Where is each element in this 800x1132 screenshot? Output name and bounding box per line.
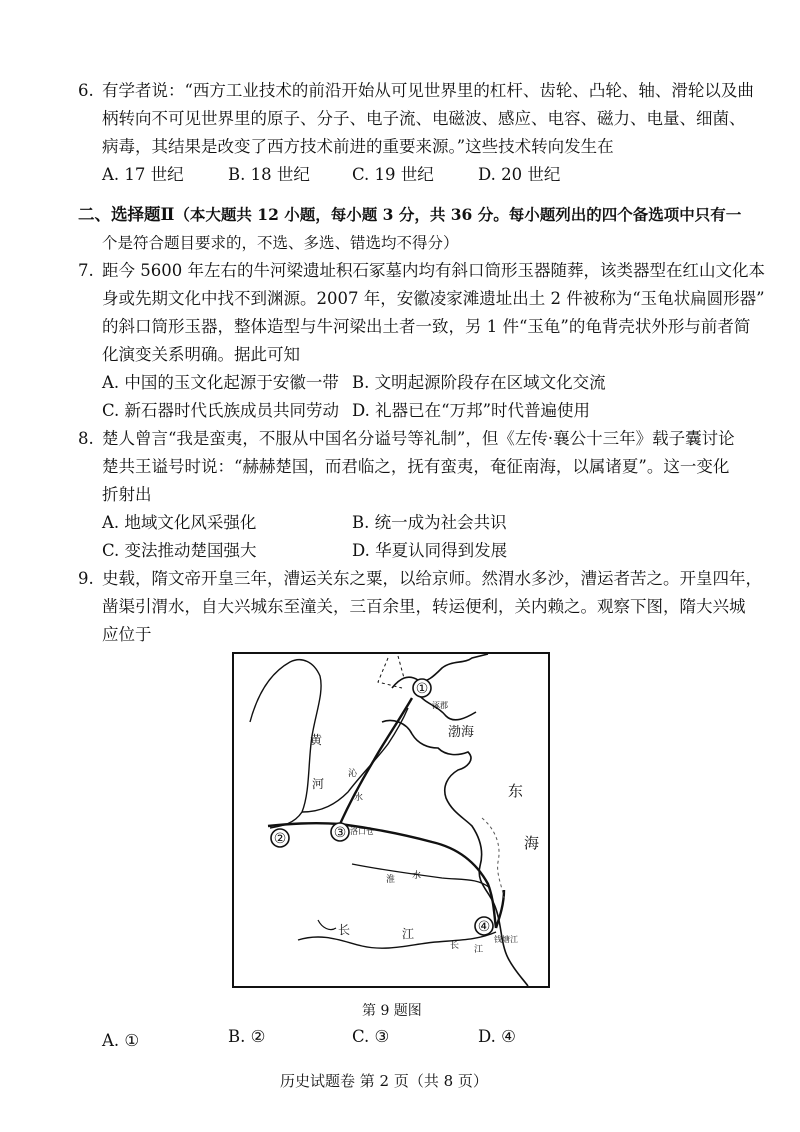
q7-line2: 身或先期文化中找不到渊源。2007 年，安徽凌家滩遗址出土 2 件被称为“玉龟状扁圆形器” xyxy=(102,289,765,308)
q8-line1: 8. 楚人曾言“我是蛮夷，不服从中国名分谥号等礼制”，但《左传·襄公十三年》载子囊讨论 xyxy=(78,429,735,448)
q8-number: 8. xyxy=(78,429,94,448)
marker-2[interactable] xyxy=(271,829,289,847)
q8-option-b[interactable]: B. 统一成为社会共识 xyxy=(352,513,507,532)
q7-option-b[interactable]: B. 文明起源阶段存在区域文化交流 xyxy=(352,373,606,392)
q6-number: 6. xyxy=(78,81,94,100)
label-zhuojun: 涿郡 xyxy=(432,701,448,710)
label-jiang-lower-1: 长 xyxy=(450,941,460,951)
label-jiang-lower-2: 江 xyxy=(474,945,484,955)
q9-map-figure xyxy=(232,652,550,988)
q8-line3: 折射出 xyxy=(102,485,152,504)
q6-option-c[interactable]: C. 19 世纪 xyxy=(352,165,434,184)
label-huang: 黄 xyxy=(310,733,323,747)
q8-line2: 楚共王谥号时说：“赫赫楚国，而君临之，抚有蛮夷，奄征南海，以属诸夏”。这一变化 xyxy=(102,457,730,476)
q9-figure-caption: 第 9 题图 xyxy=(362,1003,422,1019)
q9-option-a[interactable]: A. ① xyxy=(102,1031,140,1050)
section2-heading: 二、选择题Ⅱ（本大题共 12 小题，每小题 3 分，共 36 分。每小题列出的四个备选项中只有一 xyxy=(78,205,742,224)
q7-number: 7. xyxy=(78,261,94,280)
label-qiantangjiang: 钱塘江 xyxy=(494,935,518,944)
label-huai-2: 水 xyxy=(412,871,422,881)
label-huai-1: 淮 xyxy=(386,875,396,885)
q8-option-a[interactable]: A. 地域文化风采强化 xyxy=(102,513,257,532)
q7-line1: 7. 距今 5600 年左右的牛河梁遗址积石冢墓内均有斜口筒形玉器随葬，该类器型在红山文化本 xyxy=(78,261,765,280)
q9-line3: 应位于 xyxy=(102,625,152,644)
marker-3[interactable] xyxy=(331,823,349,841)
q6-line1: 6. 有学者说：“西方工业技术的前沿开始从可见世界里的杠杆、齿轮、凸轮、轴、滑轮以及曲 xyxy=(78,81,754,100)
q6-option-b[interactable]: B. 18 世纪 xyxy=(228,165,310,184)
q8-option-c[interactable]: C. 变法推动楚国强大 xyxy=(102,541,257,560)
svg-text:④: ④ xyxy=(477,919,491,935)
svg-text:②: ② xyxy=(273,831,287,847)
q6-option-a[interactable]: A. 17 世纪 xyxy=(102,165,184,184)
marker-4[interactable] xyxy=(475,917,493,935)
q9-number: 9. xyxy=(78,569,94,588)
section2-title: 二、选择题Ⅱ xyxy=(78,205,175,224)
q7-option-c[interactable]: C. 新石器时代氏族成员共同劳动 xyxy=(102,401,340,420)
label-yangzi-2: 江 xyxy=(402,927,415,941)
label-donghai-1: 东 xyxy=(508,782,524,800)
label-qinshui-2: 水 xyxy=(354,793,364,803)
label-luokoucang: 洛口仓 xyxy=(350,827,374,836)
q9-option-b[interactable]: B. ② xyxy=(228,1027,266,1046)
q7-line4: 化演变关系明确。据此可知 xyxy=(102,345,300,364)
marker-1[interactable] xyxy=(413,679,431,697)
q8-option-d[interactable]: D. 华夏认同得到发展 xyxy=(352,541,508,560)
q6-line3: 病毒，其结果是改变了西方技术前进的重要来源。”这些技术转向发生在 xyxy=(102,137,614,156)
q6-line2: 柄转向不可见世界里的原子、分子、电子流、电磁波、感应、电容、磁力、电量、细菌、 xyxy=(102,109,746,128)
page-footer: 历史试题卷 第 2 页（共 8 页） xyxy=(280,1072,488,1090)
section2-rule-line2: 个是符合题目要求的，不选、多选、错选均不得分） xyxy=(102,234,459,252)
label-he: 河 xyxy=(312,777,325,791)
q9-option-c[interactable]: C. ③ xyxy=(352,1027,390,1046)
q6-option-d[interactable]: D. 20 世纪 xyxy=(478,165,561,184)
q7-option-a[interactable]: A. 中国的玉文化起源于安徽一带 xyxy=(102,373,339,392)
q9-line2: 凿渠引渭水，自大兴城东至潼关，三百余里，转运便利，关内赖之。观察下图，隋大兴城 xyxy=(102,597,746,616)
label-bohai: 渤海 xyxy=(448,725,475,740)
q9-line1: 9. 史载，隋文帝开皇三年，漕运关东之粟，以给京师。然渭水多沙，漕运者苦之。开皇四年， xyxy=(78,569,762,588)
svg-text:③: ③ xyxy=(333,825,347,841)
label-qinshui-1: 沁 xyxy=(348,769,358,779)
svg-text:①: ① xyxy=(415,681,429,697)
q9-option-d[interactable]: D. ④ xyxy=(478,1027,516,1046)
label-donghai-2: 海 xyxy=(524,834,540,852)
label-yangzi-1: 长 xyxy=(338,923,351,937)
q7-line3: 的斜口筒形玉器，整体造型与牛河梁出土者一致，另 1 件“玉龟”的龟背壳状外形与前者简 xyxy=(102,317,751,336)
q7-option-d[interactable]: D. 礼器已在“万邦”时代普遍使用 xyxy=(352,401,591,420)
